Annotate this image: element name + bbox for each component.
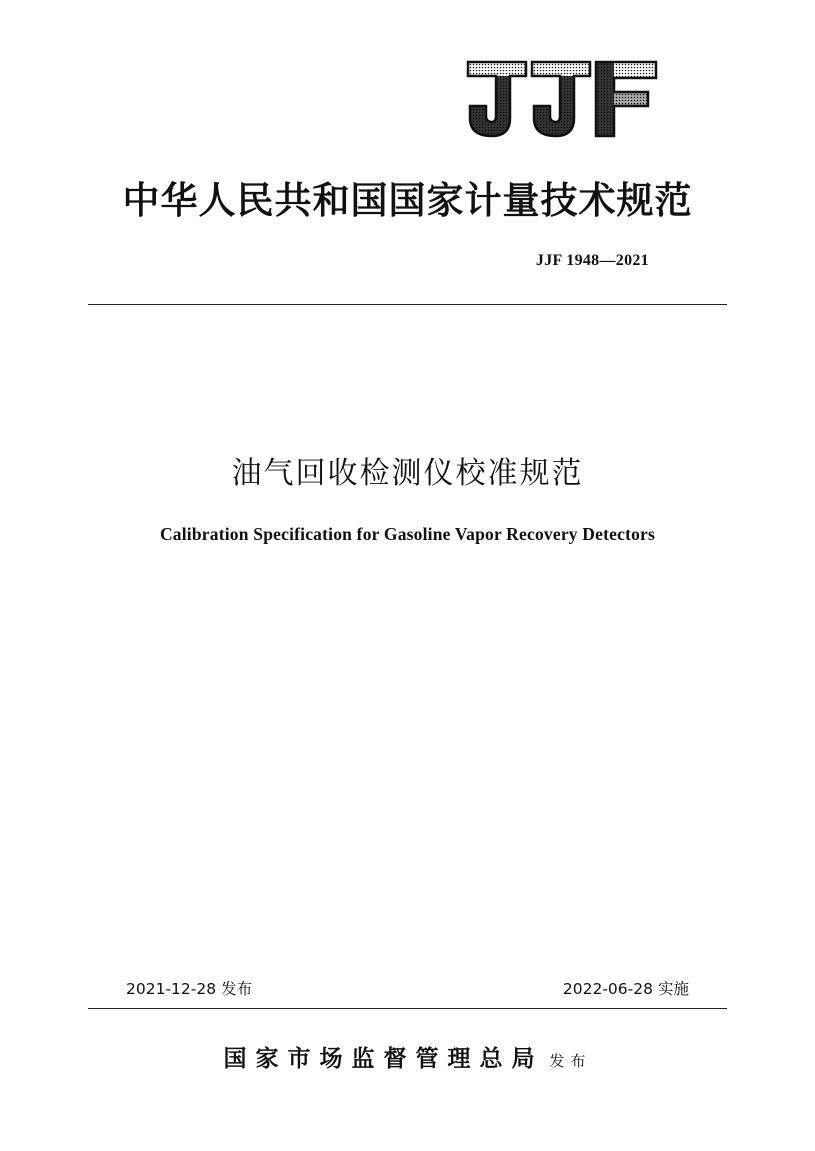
implement-label: 实施 xyxy=(657,980,689,998)
jjf-logo-icon xyxy=(466,60,658,140)
issuer-organization: 国家市场监督管理总局 xyxy=(223,1045,544,1072)
document-title-cn: 油气回收检测仪校准规范 xyxy=(231,456,584,491)
implement-date-line xyxy=(563,977,689,999)
issue-date: 2021-12-28 xyxy=(126,980,217,998)
issue-date-line xyxy=(126,977,252,999)
implement-date: 2022-06-28 xyxy=(562,980,653,998)
document-title-en: Calibration Specification for Gasoline Vapor Recovery Detectors xyxy=(159,524,656,544)
issuer-line xyxy=(0,1040,815,1073)
standard-code: JJF 1948—2021 xyxy=(535,252,649,269)
bottom-divider xyxy=(88,1008,727,1009)
standard-title: 中华人民共和国国家计量技术规范 xyxy=(122,178,693,222)
issuer-action: 发布 xyxy=(549,1052,592,1070)
issue-label: 发布 xyxy=(221,980,253,998)
top-divider xyxy=(88,304,727,305)
